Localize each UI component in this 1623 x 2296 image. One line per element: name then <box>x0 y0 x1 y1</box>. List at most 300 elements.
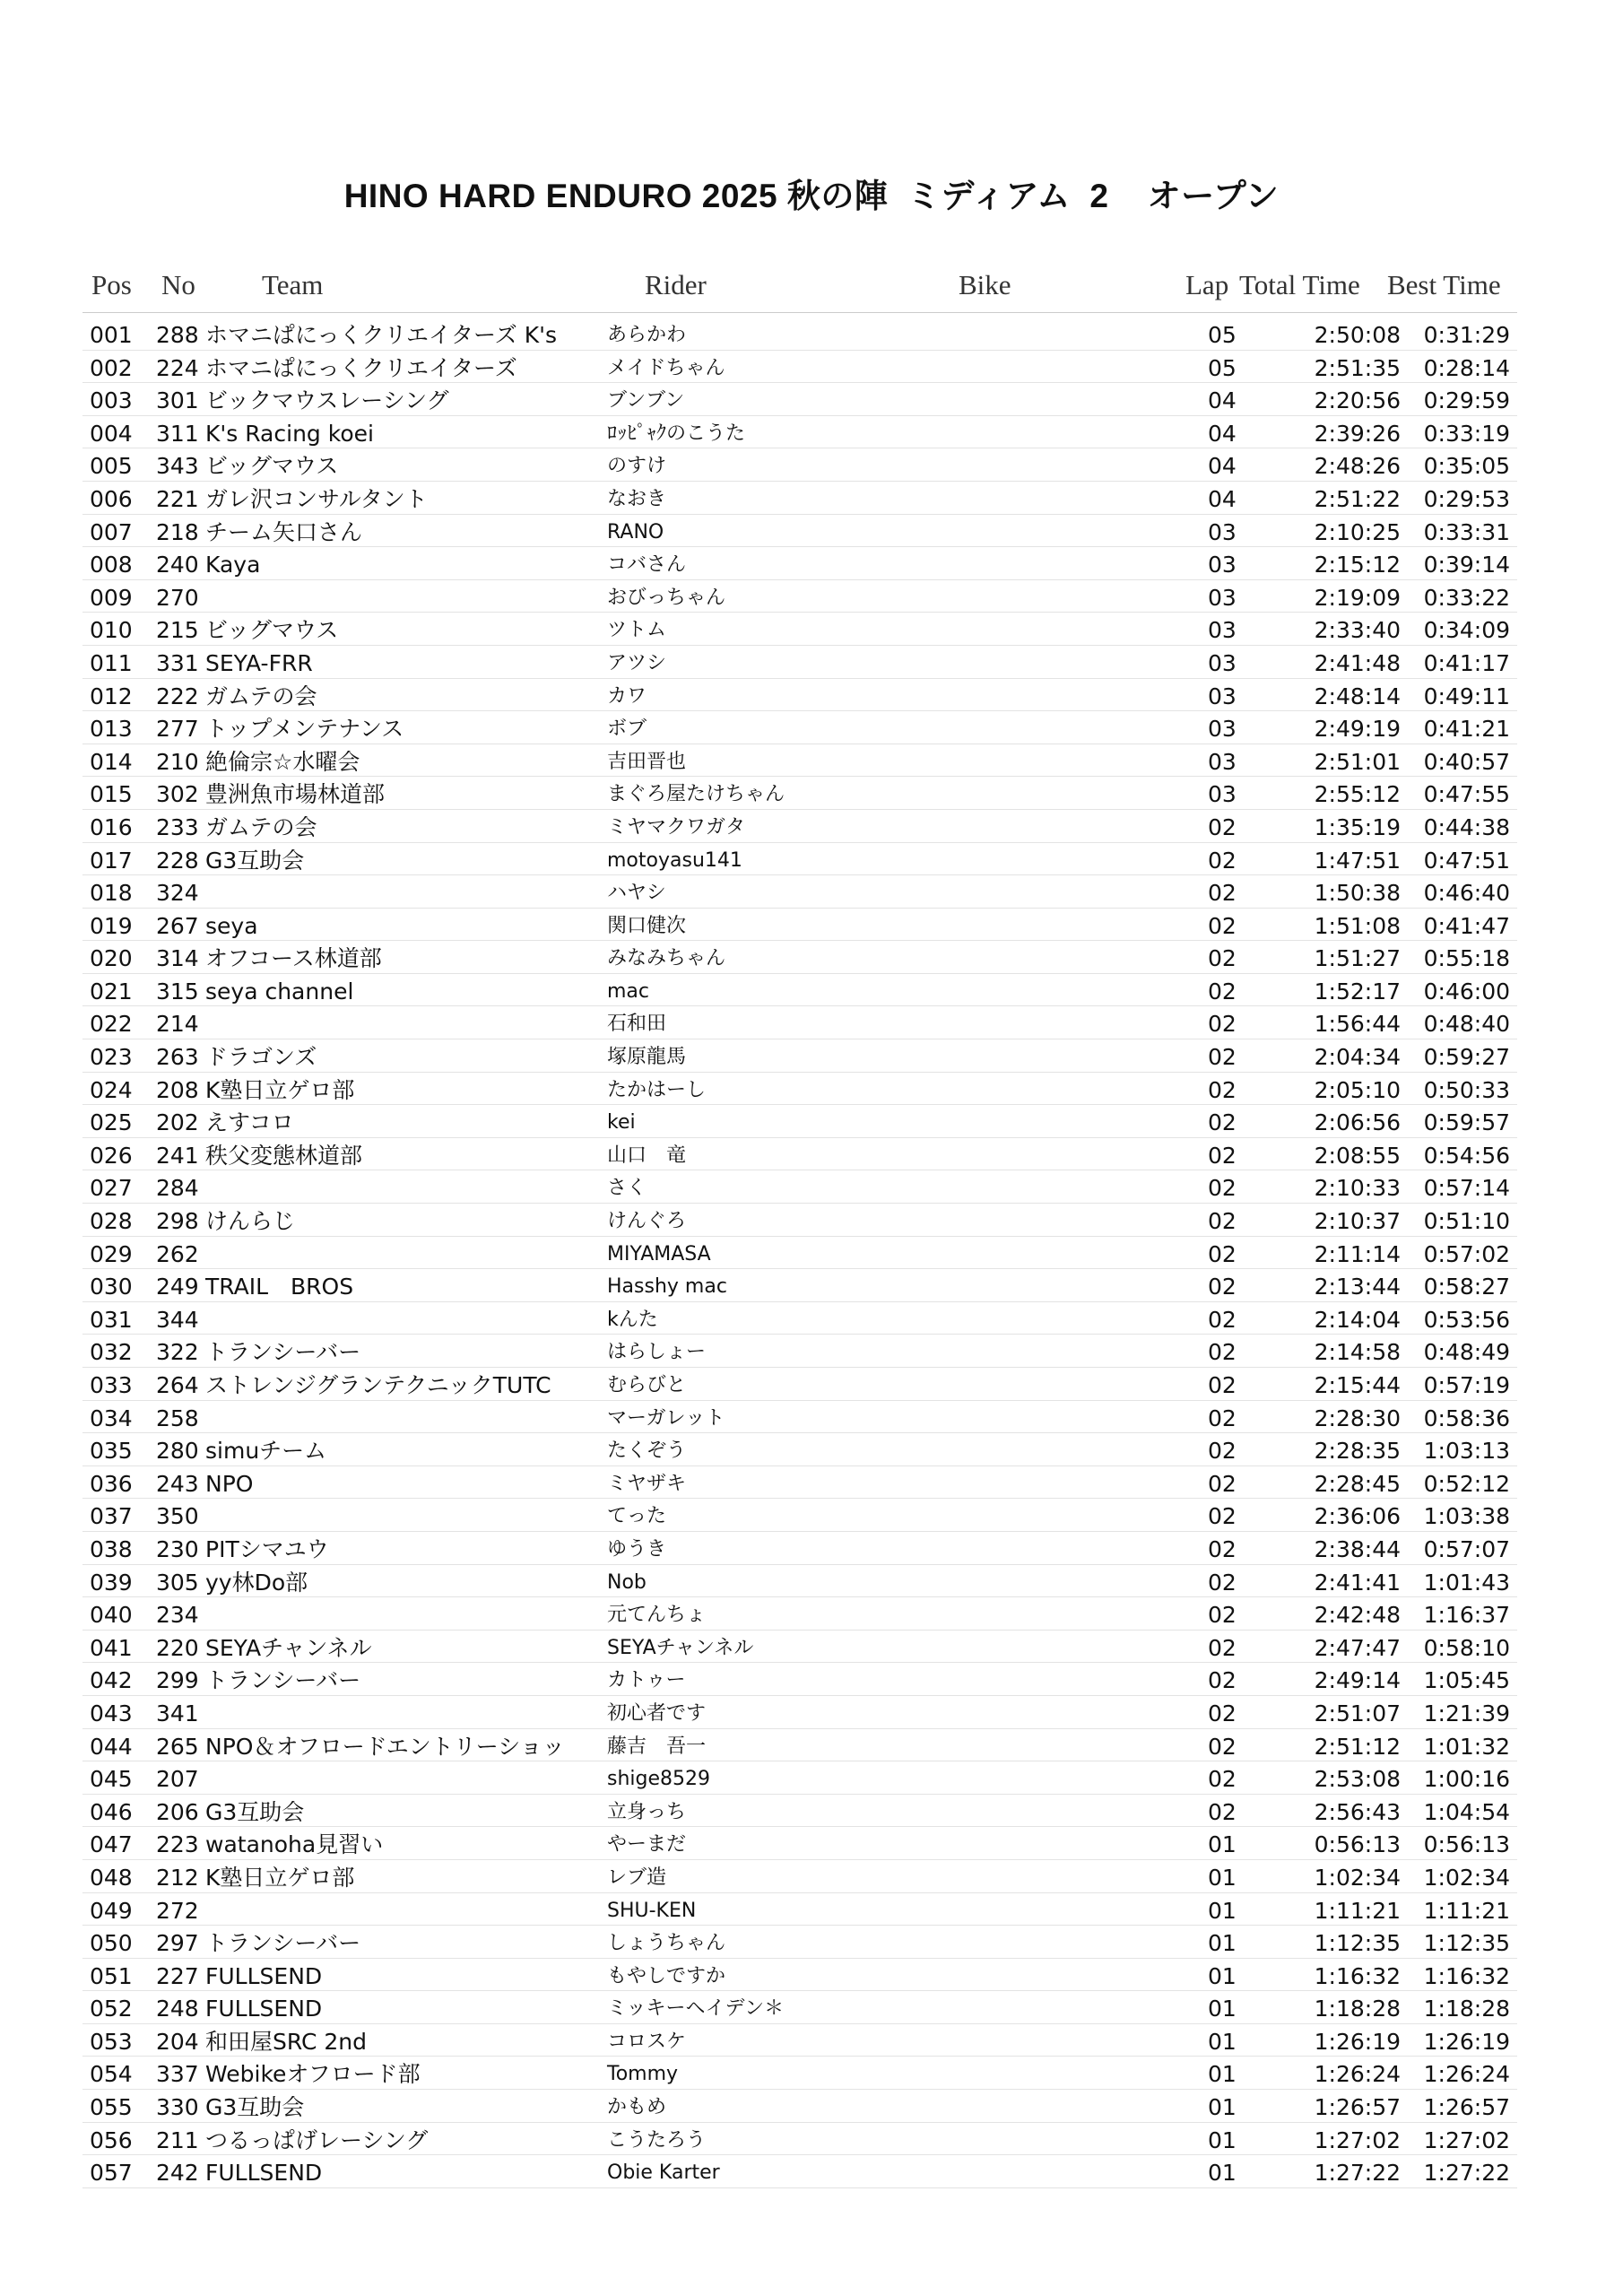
cell-rider: メイドちゃん <box>607 356 725 379</box>
cell-lap: 02 <box>1208 1175 1237 1202</box>
table-row <box>82 1499 1517 1532</box>
cell-team: G3互助会 <box>205 2096 305 2120</box>
cell-no: 222 <box>156 683 199 709</box>
cell-no: 215 <box>156 617 199 644</box>
table-row <box>82 679 1517 712</box>
cell-pos: 041 <box>90 1634 133 1661</box>
table-header <box>82 267 1517 309</box>
cell-no: 240 <box>156 552 199 578</box>
cell-best-time: 0:53:56 <box>1423 1306 1510 1333</box>
cell-total-time: 2:49:14 <box>1314 1667 1401 1694</box>
table-row <box>82 941 1517 974</box>
cell-best-time: 0:31:29 <box>1423 322 1510 348</box>
cell-pos: 044 <box>90 1733 133 1760</box>
cell-lap: 02 <box>1208 1306 1237 1333</box>
cell-team: けんらじ <box>205 1210 296 1234</box>
cell-no: 322 <box>156 1339 199 1366</box>
cell-lap: 04 <box>1208 453 1237 480</box>
cell-team: G3互助会 <box>205 848 305 873</box>
cell-pos: 034 <box>90 1405 133 1431</box>
cell-team: つるっぱげレーシング <box>205 2128 429 2152</box>
cell-total-time: 2:48:26 <box>1314 453 1401 480</box>
cell-rider: 関口健次 <box>607 914 687 937</box>
cell-no: 270 <box>156 584 199 611</box>
cell-best-time: 1:18:28 <box>1423 1996 1510 2022</box>
table-row <box>82 1663 1517 1696</box>
cell-pos: 050 <box>90 1930 133 1957</box>
cell-lap: 03 <box>1208 716 1237 743</box>
cell-pos: 014 <box>90 748 133 775</box>
cell-lap: 02 <box>1208 1700 1237 1726</box>
table-row <box>82 1827 1517 1860</box>
cell-total-time: 1:27:02 <box>1314 2126 1401 2153</box>
cell-rider: かもめ <box>607 2096 667 2119</box>
cell-total-time: 2:41:41 <box>1314 1569 1401 1596</box>
cell-rider: Tommy <box>607 2063 679 2086</box>
cell-no: 301 <box>156 387 199 414</box>
cell-no: 221 <box>156 485 199 512</box>
cell-pos: 005 <box>90 453 133 480</box>
cell-pos: 018 <box>90 880 133 907</box>
cell-total-time: 0:56:13 <box>1314 1831 1401 1858</box>
cell-pos: 013 <box>90 716 133 743</box>
cell-rider: はらしょー <box>607 1341 707 1364</box>
cell-no: 228 <box>156 847 199 874</box>
cell-lap: 02 <box>1208 1535 1237 1562</box>
cell-no: 263 <box>156 1044 199 1071</box>
table-row <box>82 1860 1517 1893</box>
cell-team: トランシーバー <box>205 1341 361 1365</box>
cell-lap: 02 <box>1208 1339 1237 1366</box>
header-bike: Bike <box>959 269 1011 300</box>
cell-pos: 001 <box>90 322 133 348</box>
cell-rider: 石和田 <box>607 1013 667 1036</box>
cell-no: 227 <box>156 1962 199 1989</box>
cell-rider: motoyasu141 <box>607 848 742 872</box>
table-row <box>82 1696 1517 1729</box>
cell-no: 297 <box>156 1930 199 1957</box>
cell-no: 341 <box>156 1700 199 1726</box>
cell-best-time: 0:59:27 <box>1423 1044 1510 1071</box>
cell-pos: 051 <box>90 1962 133 1989</box>
cell-rider: コロスケ <box>607 2030 687 2053</box>
cell-total-time: 2:51:07 <box>1314 1700 1401 1726</box>
cell-total-time: 2:55:12 <box>1314 781 1401 808</box>
cell-pos: 055 <box>90 2094 133 2121</box>
cell-pos: 032 <box>90 1339 133 1366</box>
table-row <box>82 383 1517 416</box>
cell-best-time: 1:16:37 <box>1423 1602 1510 1629</box>
cell-lap: 03 <box>1208 781 1237 808</box>
cell-best-time: 0:58:10 <box>1423 1634 1510 1661</box>
cell-total-time: 1:26:57 <box>1314 2094 1401 2121</box>
cell-rider: なおき <box>607 487 667 510</box>
cell-best-time: 0:50:33 <box>1423 1076 1510 1103</box>
cell-best-time: 1:26:24 <box>1423 2061 1510 2088</box>
cell-total-time: 2:04:34 <box>1314 1044 1401 1071</box>
cell-rider: たくぞう <box>607 1439 687 1463</box>
cell-team: ガムテの会 <box>205 684 317 709</box>
cell-pos: 024 <box>90 1076 133 1103</box>
table-row <box>82 1401 1517 1434</box>
cell-lap: 01 <box>1208 2061 1237 2088</box>
cell-best-time: 0:58:36 <box>1423 1405 1510 1431</box>
cell-rider: たかはーし <box>607 1078 707 1101</box>
cell-lap: 02 <box>1208 1634 1237 1661</box>
cell-pos: 040 <box>90 1602 133 1629</box>
cell-lap: 03 <box>1208 518 1237 545</box>
cell-pos: 028 <box>90 1208 133 1235</box>
cell-lap: 02 <box>1208 1503 1237 1530</box>
header-lap: Lap <box>1185 269 1229 300</box>
cell-best-time: 0:28:14 <box>1423 354 1510 381</box>
cell-total-time: 2:08:55 <box>1314 1142 1401 1169</box>
cell-best-time: 1:00:16 <box>1423 1766 1510 1793</box>
cell-no: 272 <box>156 1897 199 1924</box>
cell-total-time: 2:13:44 <box>1314 1274 1401 1300</box>
table-row <box>82 1729 1517 1762</box>
table-row <box>82 416 1517 449</box>
cell-team: yy林Do部 <box>205 1570 308 1595</box>
cell-pos: 038 <box>90 1535 133 1562</box>
cell-lap: 02 <box>1208 945 1237 972</box>
cell-no: 204 <box>156 2028 199 2055</box>
table-row <box>82 1138 1517 1171</box>
cell-lap: 02 <box>1208 1240 1237 1267</box>
cell-no: 214 <box>156 1011 199 1038</box>
cell-team: FULLSEND <box>205 2161 323 2186</box>
table-row <box>82 1597 1517 1631</box>
cell-best-time: 0:29:53 <box>1423 485 1510 512</box>
cell-rider: Obie Karter <box>607 2161 720 2185</box>
cell-no: 331 <box>156 649 199 676</box>
cell-team: トップメンテナンス <box>205 718 404 742</box>
cell-no: 302 <box>156 781 199 808</box>
cell-team: FULLSEND <box>205 1964 323 1988</box>
cell-no: 337 <box>156 2061 199 2088</box>
cell-total-time: 2:51:01 <box>1314 748 1401 775</box>
header-total-time: Total Time <box>1239 269 1360 300</box>
cell-best-time: 0:48:49 <box>1423 1339 1510 1366</box>
cell-no: 248 <box>156 1996 199 2022</box>
cell-rider: ミヤマクワガタ <box>607 815 746 839</box>
table-row <box>82 744 1517 778</box>
cell-no: 218 <box>156 518 199 545</box>
cell-pos: 033 <box>90 1372 133 1398</box>
cell-best-time: 0:59:57 <box>1423 1109 1510 1136</box>
cell-total-time: 2:47:47 <box>1314 1634 1401 1661</box>
cell-pos: 056 <box>90 2126 133 2153</box>
cell-total-time: 2:48:14 <box>1314 683 1401 709</box>
table-row <box>82 1269 1517 1302</box>
cell-lap: 02 <box>1208 1438 1237 1465</box>
cell-rider: mac <box>607 979 650 1003</box>
cell-pos: 017 <box>90 847 133 874</box>
cell-total-time: 2:56:43 <box>1314 1798 1401 1825</box>
cell-no: 277 <box>156 716 199 743</box>
cell-rider: ﾛｯﾋﾟｬｸのこうた <box>607 422 746 445</box>
cell-rider: SEYAチャンネル <box>607 1636 754 1659</box>
cell-rider: みなみちゃん <box>607 947 726 970</box>
cell-total-time: 2:14:58 <box>1314 1339 1401 1366</box>
cell-total-time: 1:26:24 <box>1314 2061 1401 2088</box>
cell-lap: 04 <box>1208 420 1237 447</box>
cell-team: G3互助会 <box>205 1800 305 1824</box>
cell-pos: 052 <box>90 1996 133 2022</box>
cell-lap: 03 <box>1208 649 1237 676</box>
cell-no: 315 <box>156 978 199 1004</box>
cell-no: 202 <box>156 1109 199 1136</box>
cell-team: ストレンジグランテクニックTUTC <box>205 1374 551 1397</box>
cell-best-time: 1:26:57 <box>1423 2094 1510 2121</box>
cell-rider: さく <box>607 1177 647 1200</box>
cell-pos: 054 <box>90 2061 133 2088</box>
cell-no: 249 <box>156 1274 199 1300</box>
table-row <box>82 875 1517 909</box>
cell-lap: 01 <box>1208 1996 1237 2022</box>
header-team: Team <box>262 269 324 300</box>
cell-rider: Hasshy mac <box>607 1275 727 1299</box>
cell-pos: 039 <box>90 1569 133 1596</box>
cell-lap: 01 <box>1208 1930 1237 1957</box>
cell-pos: 009 <box>90 584 133 611</box>
cell-best-time: 1:01:32 <box>1423 1733 1510 1760</box>
cell-rider: カトゥー <box>607 1669 686 1692</box>
cell-total-time: 2:42:48 <box>1314 1602 1401 1629</box>
cell-total-time: 2:06:56 <box>1314 1109 1401 1136</box>
cell-best-time: 1:21:39 <box>1423 1700 1510 1726</box>
table-row <box>82 1532 1517 1565</box>
cell-total-time: 2:19:09 <box>1314 584 1401 611</box>
table-row <box>82 613 1517 646</box>
cell-lap: 03 <box>1208 584 1237 611</box>
cell-lap: 02 <box>1208 1569 1237 1596</box>
cell-rider: ブンブン <box>607 389 685 413</box>
cell-team: えすコロ <box>205 1111 294 1135</box>
cell-team: PITシマユウ <box>205 1537 329 1561</box>
cell-best-time: 0:39:14 <box>1423 552 1510 578</box>
cell-total-time: 2:38:44 <box>1314 1535 1401 1562</box>
cell-lap: 02 <box>1208 813 1237 840</box>
cell-no: 330 <box>156 2094 199 2121</box>
cell-rider: のすけ <box>607 455 667 478</box>
cell-team: TRAIL BROS <box>205 1275 354 1300</box>
cell-no: 343 <box>156 453 199 480</box>
cell-rider: しょうちゃん <box>607 1932 726 1955</box>
cell-pos: 021 <box>90 978 133 1004</box>
table-row <box>82 2024 1517 2057</box>
cell-lap: 04 <box>1208 387 1237 414</box>
cell-total-time: 2:36:06 <box>1314 1503 1401 1530</box>
cell-rider: あらかわ <box>607 324 687 346</box>
cell-rider: Nob <box>607 1570 647 1594</box>
table-row <box>82 1073 1517 1106</box>
cell-no: 241 <box>156 1142 199 1169</box>
cell-pos: 007 <box>90 518 133 545</box>
cell-best-time: 1:11:21 <box>1423 1897 1510 1924</box>
cell-best-time: 0:46:40 <box>1423 880 1510 907</box>
cell-no: 265 <box>156 1733 199 1760</box>
cell-total-time: 2:15:12 <box>1314 552 1401 578</box>
cell-lap: 02 <box>1208 1733 1237 1760</box>
cell-total-time: 1:50:38 <box>1314 880 1401 907</box>
table-row <box>82 1893 1517 1926</box>
cell-best-time: 0:57:07 <box>1423 1535 1510 1562</box>
table-row <box>82 2090 1517 2123</box>
cell-lap: 01 <box>1208 2094 1237 2121</box>
cell-lap: 05 <box>1208 354 1237 381</box>
cell-lap: 02 <box>1208 1109 1237 1136</box>
cell-best-time: 1:04:54 <box>1423 1798 1510 1825</box>
cell-team: FULLSEND <box>205 1997 323 2022</box>
cell-team: 絶倫宗☆水曜会 <box>205 750 360 774</box>
cell-no: 280 <box>156 1438 199 1465</box>
header-rider: Rider <box>645 269 707 300</box>
cell-no: 211 <box>156 2126 199 2153</box>
cell-best-time: 0:48:40 <box>1423 1011 1510 1038</box>
cell-total-time: 2:10:25 <box>1314 518 1401 545</box>
table-row <box>82 1466 1517 1500</box>
cell-best-time: 0:33:19 <box>1423 420 1510 447</box>
cell-rider: てった <box>607 1505 667 1528</box>
cell-total-time: 1:02:34 <box>1314 1864 1401 1891</box>
cell-no: 314 <box>156 945 199 972</box>
cell-lap: 02 <box>1208 1044 1237 1071</box>
table-row <box>82 1565 1517 1598</box>
cell-lap: 03 <box>1208 552 1237 578</box>
cell-total-time: 1:27:22 <box>1314 2160 1401 2187</box>
cell-total-time: 1:18:28 <box>1314 1996 1401 2022</box>
cell-best-time: 0:40:57 <box>1423 748 1510 775</box>
cell-rider: レブ造 <box>607 1866 667 1889</box>
cell-pos: 035 <box>90 1438 133 1465</box>
cell-lap: 02 <box>1208 978 1237 1004</box>
cell-rider: けんぐろ <box>607 1210 687 1233</box>
cell-best-time: 1:02:34 <box>1423 1864 1510 1891</box>
cell-no: 350 <box>156 1503 199 1530</box>
header-pos: Pos <box>91 269 132 300</box>
cell-team: simuチーム <box>205 1439 327 1464</box>
cell-team: 秩父変態林道部 <box>205 1144 363 1168</box>
cell-lap: 02 <box>1208 1076 1237 1103</box>
cell-total-time: 1:11:21 <box>1314 1897 1401 1924</box>
cell-lap: 02 <box>1208 1142 1237 1169</box>
cell-no: 223 <box>156 1831 199 1858</box>
cell-team: seya channel <box>205 979 354 1004</box>
cell-pos: 027 <box>90 1175 133 1202</box>
table-row <box>82 1237 1517 1270</box>
cell-pos: 002 <box>90 354 133 381</box>
cell-no: 207 <box>156 1766 199 1793</box>
cell-rider: ミッキーヘイデン＊ <box>607 1997 785 2021</box>
cell-total-time: 1:35:19 <box>1314 813 1401 840</box>
cell-team: seya <box>205 914 258 938</box>
cell-pos: 015 <box>90 781 133 808</box>
cell-pos: 016 <box>90 813 133 840</box>
cell-rider: 塚原龍馬 <box>607 1046 687 1069</box>
cell-pos: 042 <box>90 1667 133 1694</box>
cell-team: トランシーバー <box>205 1932 361 1956</box>
cell-best-time: 1:26:19 <box>1423 2028 1510 2055</box>
cell-total-time: 2:20:56 <box>1314 387 1401 414</box>
cell-pos: 049 <box>90 1897 133 1924</box>
table-row <box>82 1926 1517 1959</box>
cell-no: 267 <box>156 912 199 939</box>
table-row <box>82 974 1517 1007</box>
cell-rider: コバさん <box>607 553 687 577</box>
table-row <box>82 711 1517 744</box>
cell-pos: 025 <box>90 1109 133 1136</box>
cell-pos: 036 <box>90 1470 133 1497</box>
cell-total-time: 1:26:19 <box>1314 2028 1401 2055</box>
cell-team: NPO <box>205 1472 254 1496</box>
cell-total-time: 2:10:33 <box>1314 1175 1401 1202</box>
cell-team: K's Racing koei <box>205 422 374 446</box>
table-row <box>82 1335 1517 1368</box>
cell-rider: 藤吉 吾一 <box>607 1735 707 1758</box>
cell-lap: 03 <box>1208 617 1237 644</box>
cell-pos: 004 <box>90 420 133 447</box>
cell-rider: MIYAMASA <box>607 1242 711 1265</box>
cell-total-time: 2:51:35 <box>1314 354 1401 381</box>
cell-lap: 04 <box>1208 485 1237 512</box>
cell-best-time: 0:54:56 <box>1423 1142 1510 1169</box>
cell-team: ホマニぱにっくクリエイターズ <box>205 356 517 380</box>
cell-team: ビッグマウス <box>205 619 339 643</box>
cell-pos: 029 <box>90 1240 133 1267</box>
cell-total-time: 2:28:45 <box>1314 1470 1401 1497</box>
cell-lap: 01 <box>1208 1897 1237 1924</box>
table-row <box>82 1105 1517 1138</box>
cell-pos: 003 <box>90 387 133 414</box>
cell-lap: 01 <box>1208 2160 1237 2187</box>
cell-best-time: 0:41:17 <box>1423 649 1510 676</box>
cell-rider: 立身っち <box>607 1800 687 1823</box>
table-row <box>82 1433 1517 1466</box>
cell-total-time: 1:51:08 <box>1314 912 1401 939</box>
cell-pos: 026 <box>90 1142 133 1169</box>
cell-total-time: 2:28:30 <box>1314 1405 1401 1431</box>
header-no: No <box>161 269 195 300</box>
cell-rider: SHU-KEN <box>607 1899 697 1922</box>
table-row <box>82 482 1517 515</box>
cell-rider: おびっちゃん <box>607 586 726 609</box>
table-row <box>82 1959 1517 1992</box>
cell-best-time: 0:56:13 <box>1423 1831 1510 1858</box>
cell-no: 344 <box>156 1306 199 1333</box>
table-row <box>82 317 1517 351</box>
cell-lap: 02 <box>1208 1372 1237 1398</box>
cell-total-time: 2:51:22 <box>1314 485 1401 512</box>
cell-total-time: 2:10:37 <box>1314 1208 1401 1235</box>
cell-no: 208 <box>156 1076 199 1103</box>
cell-rider: ミヤザキ <box>607 1472 687 1495</box>
cell-pos: 030 <box>90 1274 133 1300</box>
cell-no: 212 <box>156 1864 199 1891</box>
cell-lap: 02 <box>1208 1208 1237 1235</box>
cell-rider: こうたろう <box>607 2128 707 2152</box>
cell-best-time: 0:33:22 <box>1423 584 1510 611</box>
cell-lap: 02 <box>1208 1011 1237 1038</box>
table-row <box>82 1006 1517 1039</box>
cell-best-time: 0:52:12 <box>1423 1470 1510 1497</box>
cell-team: チーム矢口さん <box>205 520 363 544</box>
cell-best-time: 0:35:05 <box>1423 453 1510 480</box>
cell-best-time: 0:47:51 <box>1423 847 1510 874</box>
cell-lap: 05 <box>1208 322 1237 348</box>
cell-best-time: 0:58:27 <box>1423 1274 1510 1300</box>
cell-team: ビッグマウス <box>205 455 339 479</box>
